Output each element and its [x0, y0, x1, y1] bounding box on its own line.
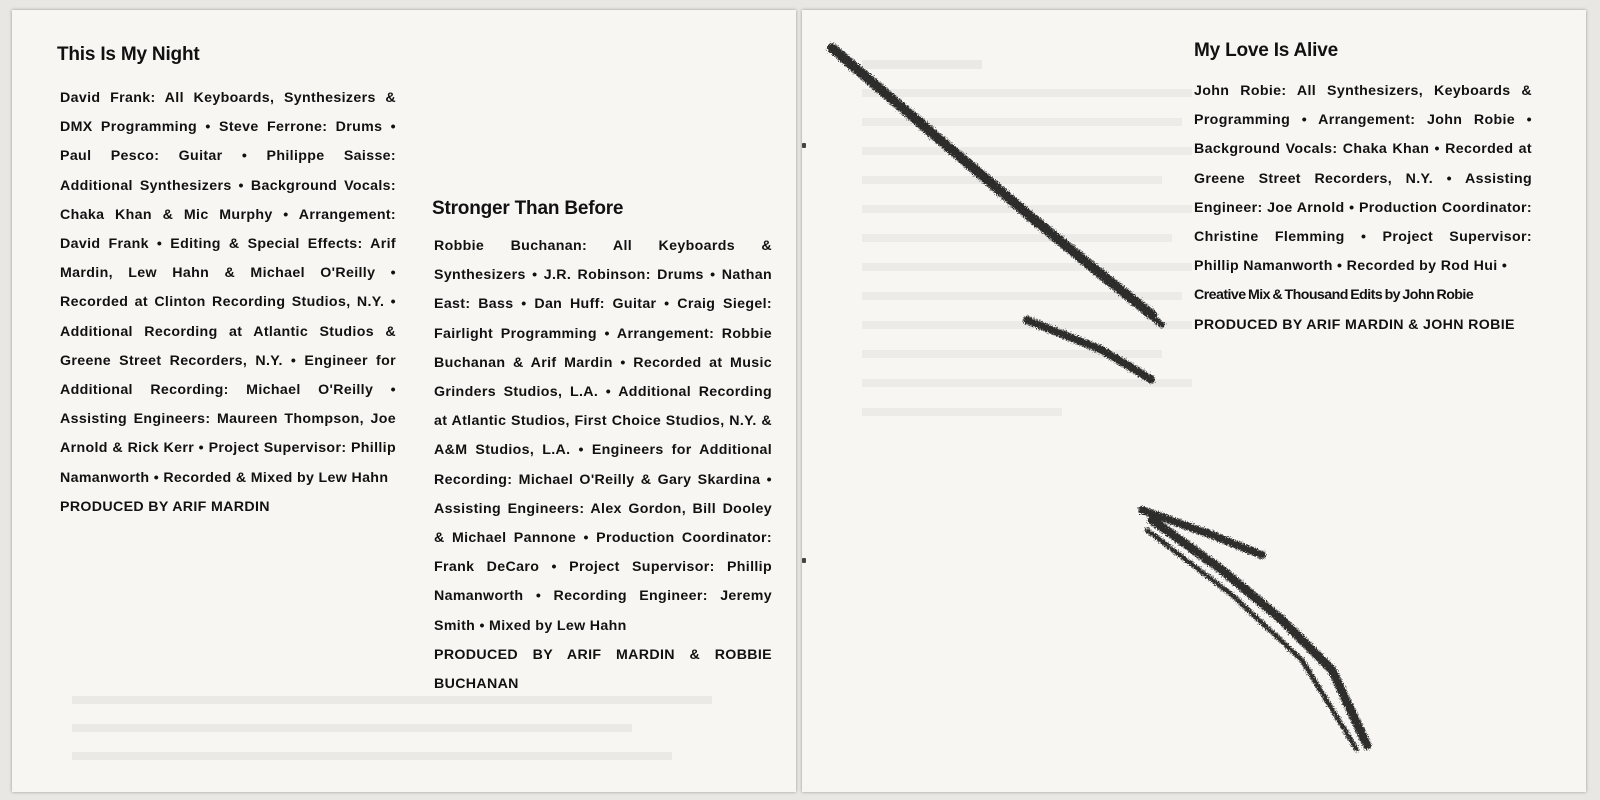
produced-by: PRODUCED BY ARIF MARDIN & ROBBIE BUCHANAN [434, 646, 772, 693]
produced-by: PRODUCED BY ARIF MARDIN & JOHN ROBIE [1194, 316, 1515, 333]
bleed-through-texture [72, 690, 772, 760]
credits-stronger-than-before [434, 232, 772, 699]
credits-this-is-my-night [60, 84, 396, 522]
credits-text: Robbie Buchanan: All Keyboards & Synthesizers • J.R. Robinson: Drums • Nathan East: Bass • Dan Huff: Guitar • Craig Siegel: Fairlight Programming • Arrangement: Robbie Buchanan & Arif Mardin • Recorded at Music Grinders Studios, L.A. • Additional Recording at Atlantic Studios, First Choice Studios, N.Y. & A&M Studios, L.A. • Engineers for Additional Recording: Michael O'Reilly & Gary Skardina • Assisting Engineers: Alex Gordon, Bill Dooley & Michael Pannone • Production Coordinator: Frank DeCaro • Project Supervisor: Phillip Namanworth • Recording Engineer: Jeremy Smith • Mixed by Lew Hahn [434, 238, 772, 634]
booklet-spread [12, 10, 1588, 792]
credits-my-love-is-alive [1194, 77, 1532, 340]
creative-mix-credit: Creative Mix & Thousand Edits by John Robie [1194, 287, 1474, 304]
left-page [12, 10, 796, 792]
right-page [802, 10, 1586, 792]
track-title-my-love-is-alive: My Love Is Alive [1194, 40, 1338, 61]
track-title-this-is-my-night: This Is My Night [57, 44, 200, 65]
track-title-stronger-than-before: Stronger Than Before [432, 198, 624, 219]
credits-text: John Robie: All Synthesizers, Keyboards & Programming • Arrangement: John Robie • Background Vocals: Chaka Khan • Recorded at Greene Street Recorders, N.Y. • Assisting Engineer: Joe Arnold • Production Coordinator: Christine Flemming • Project Supervisor: Phillip Namanworth • Recorded by Rod Hui • [1194, 83, 1532, 275]
produced-by: PRODUCED BY ARIF MARDIN [60, 498, 270, 515]
credits-text: David Frank: All Keyboards, Synthesizers & DMX Programming • Steve Ferrone: Drums • Paul Pesco: Guitar • Philippe Saisse: Additional Synthesizers • Background Vocals: Chaka Khan & Mic Murphy • Arrangement: David Frank • Editing & Special Effects: Arif Mardin, Lew Hahn & Michael O'Reilly • Recorded at Clinton Recording Studios, N.Y. • Additional Recording at Atlantic Studios & Greene Street Recorders, N.Y. • Engineer for Additional Recording: Michael O'Reilly • Assisting Engineers: Maureen Thompson, Joe Arnold & Rick Kerr • Project Supervisor: Phillip Namanworth • Recorded & Mixed by Lew Hahn [60, 90, 396, 486]
